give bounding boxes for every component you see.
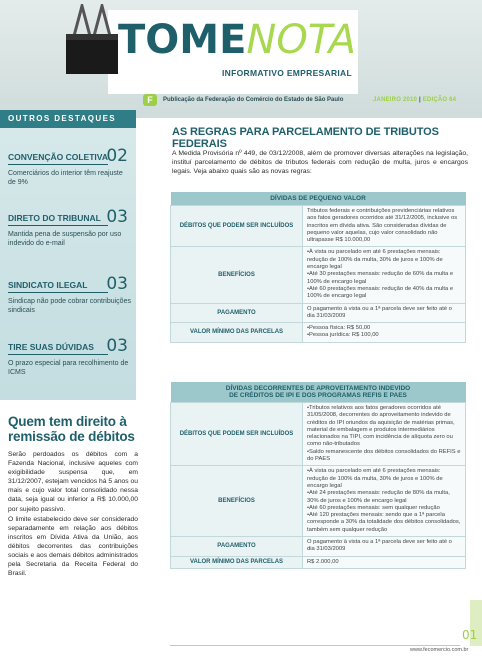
row-label: BENEFÍCIOS [171,466,303,537]
table-small-debts [170,192,466,343]
table-heading-line: DE CRÉDITOS DE IPI E DOS PROGRAMAS REFIS E PAES [229,392,407,399]
sidebar-item-page: 03 [106,336,128,356]
row-label: BENEFÍCIOS [171,247,303,303]
list-item: • Tributos relativos aos fatos geradores ocorridos até 31/05/2008, decorrentes do aproveitamento indevido de créditos do IPI oriundos da aquisição de matérias primas, material de embalagem e produtos intermediários relacionados na TIPI, com incidência de alíquota zero ou como não-tributados [307,405,461,449]
table-row [171,323,466,343]
table-row [171,556,466,568]
brand-tome: TOME [118,17,247,63]
list-item: • Até 60 prestações mensais: sem qualquer redução [307,505,461,512]
row-label: DÉBITOS QUE PODEM SER INCLUÍDOS [171,403,303,466]
row-label: PAGAMENTO [171,303,303,323]
table-heading [171,382,466,403]
left-article-paragraph: O limite estabelecido deve ser considerado separadamente em relação aos débitos inscritos em Dívida Ativa da União, aos débitos decorrentes das contribuições sociais e aos demais débitos administrados pela Secretaria da Receita Federal do Brasil. [8,515,138,578]
footer-divider [170,645,460,646]
sidebar-header [0,110,136,128]
brand-logo [118,17,356,63]
list-item: • Até 30 prestações mensais: redução de 60% da multa e 100% de encargo legal [307,271,461,286]
table-heading-line: DÍVIDAS DECORRENTES DE APROVEITAMENTO INDEVIDO [225,385,411,392]
main-intro: A Medida Provisória nº 449, de 03/12/2008, além de promover diversas alterações na legislação, instituí parcelamento de débitos de tributos federais com redução de multa, juros e encargos legais. Veja abaixo quais são as novas regras: [172,150,468,176]
sidebar-item-text: O prazo especial para recolhimento de ICMS [8,360,129,376]
table-ipi-refis-paes [170,382,466,569]
table-row [171,206,466,247]
sidebar-item-duvidas[interactable] [8,336,132,377]
subtitle: INFORMATIVO EMPRESARIAL [222,68,352,78]
sidebar-item-title: SINDICATO ILEGAL [8,280,108,293]
left-article-title: Quem tem direito à remissão de débitos [8,414,135,444]
sidebar-title: OUTROS DESTAQUES [8,114,117,123]
sidebar-item-title: DIRETO DO TRIBUNAL [8,213,108,226]
sidebar-item-text: Mantida pena de suspensão por uso indevido do e-mail [8,231,122,247]
page-number: 01 [462,628,478,642]
list-item: • Até 120 prestações mensais: sendo que a 1ª parcela corresponde a 30% da totalidade dos débitos consolidados, também sem qualquer redução [307,512,461,534]
row-value: O pagamento à vista ou a 1ª parcela deve ser feito até o dia 31/03/2009 [303,537,466,557]
fecomercio-logo-icon: F [143,94,157,106]
list-item: • À vista ou parcelado em até 6 prestações mensais: redução de 100% da multa, 30% de juros e 100% de encargo legal [307,468,461,490]
row-label: PAGAMENTO [171,537,303,557]
left-article-paragraph: Serão perdoados os débitos com a Fazenda Nacional, inclusive aqueles com exigibilidade suspensa que, em 31/12/2007, estejam vencidos há 5 anos ou mais e cujo valor total consolidado nessa data, seja igual ou inferior a R$ 10.000,00 por sujeito passivo. [8,451,138,513]
sidebar-item-title: CONVENÇÃO COLETIVA [8,152,108,165]
table-row [171,537,466,557]
row-value: Tributos federais e contribuições previdenciárias relativos aos fatos geradores ocorridos até 31/12/2005, inclusive os inscritos em dívida ativa. São consideradas dívidas de pequeno valor aquelas, cujo valor consolidado não ultrapasse R$ 10.000,00 [303,206,466,247]
sidebar-item-page: 03 [106,274,128,294]
row-label: DÉBITOS QUE PODEM SER INCLUÍDOS [171,206,303,247]
table-heading: DÍVIDAS DE PEQUENO VALOR [171,192,466,206]
sidebar-item-page: 02 [106,146,128,166]
list-item: • Saldo remanescente dos débitos consolidados do REFIS e do PAES [307,449,461,464]
row-value: R$ 2.000,00 [303,556,466,568]
table-row [171,403,466,466]
table-row [171,303,466,323]
table-row [171,466,466,537]
list-item: • À vista ou parcelado em até 6 prestações mensais: redução de 100% da multa, 30% de juros e 100% de encargo legal [307,249,461,271]
sidebar-item-text: Sindicap não pode cobrar contribuições sindicais [8,298,131,314]
footer-url[interactable]: www.fecomercio.com.br [410,647,469,653]
row-value [303,247,466,303]
row-value [303,466,466,537]
sidebar-item-sindicato[interactable] [8,274,132,315]
sidebar-item-tribunal[interactable] [8,207,132,248]
edition-info: JANEIRO 2010 | EDIÇÃO 64 [373,97,457,103]
edition-month: JANEIRO 2010 [373,97,418,103]
sidebar-item-text: Comerciários do interior têm reajuste de 9% [8,170,123,186]
sidebar-item-page: 03 [106,207,128,227]
brand-nota: NOTA [246,17,356,63]
sidebar-item-title: TIRE SUAS DÚVIDAS [8,342,108,355]
row-label: VALOR MÍNIMO DAS PARCELAS [171,323,303,343]
row-value: O pagamento à vista ou a 1ª parcela deve ser feito até o dia 31/03/2009 [303,303,466,323]
list-item: • Pessoa física: R$ 50,00 [307,325,461,332]
binder-clip-icon [60,4,124,78]
publisher-line: Publicação da Federação do Comércio do Estado de São Paulo [163,97,344,103]
edition-number: EDIÇÃO 64 [422,97,457,103]
row-value [303,403,466,466]
left-article [8,414,138,578]
row-value [303,323,466,343]
list-item: • Até 60 prestações mensais: redução de 40% da multa e 100% de encargo legal [307,286,461,301]
sidebar-item-convencao[interactable] [8,146,132,187]
row-label: VALOR MÍNIMO DAS PARCELAS [171,556,303,568]
main-title: AS REGRAS PARA PARCELAMENTO DE TRIBUTOS FEDERAIS [172,126,439,150]
list-item: • Até 24 prestações mensais: redução de 80% da multa, 30% de juros e 100% de encargo legal [307,490,461,505]
list-item: • Pessoa jurídica: R$ 100,00 [307,332,461,339]
table-row [171,247,466,303]
